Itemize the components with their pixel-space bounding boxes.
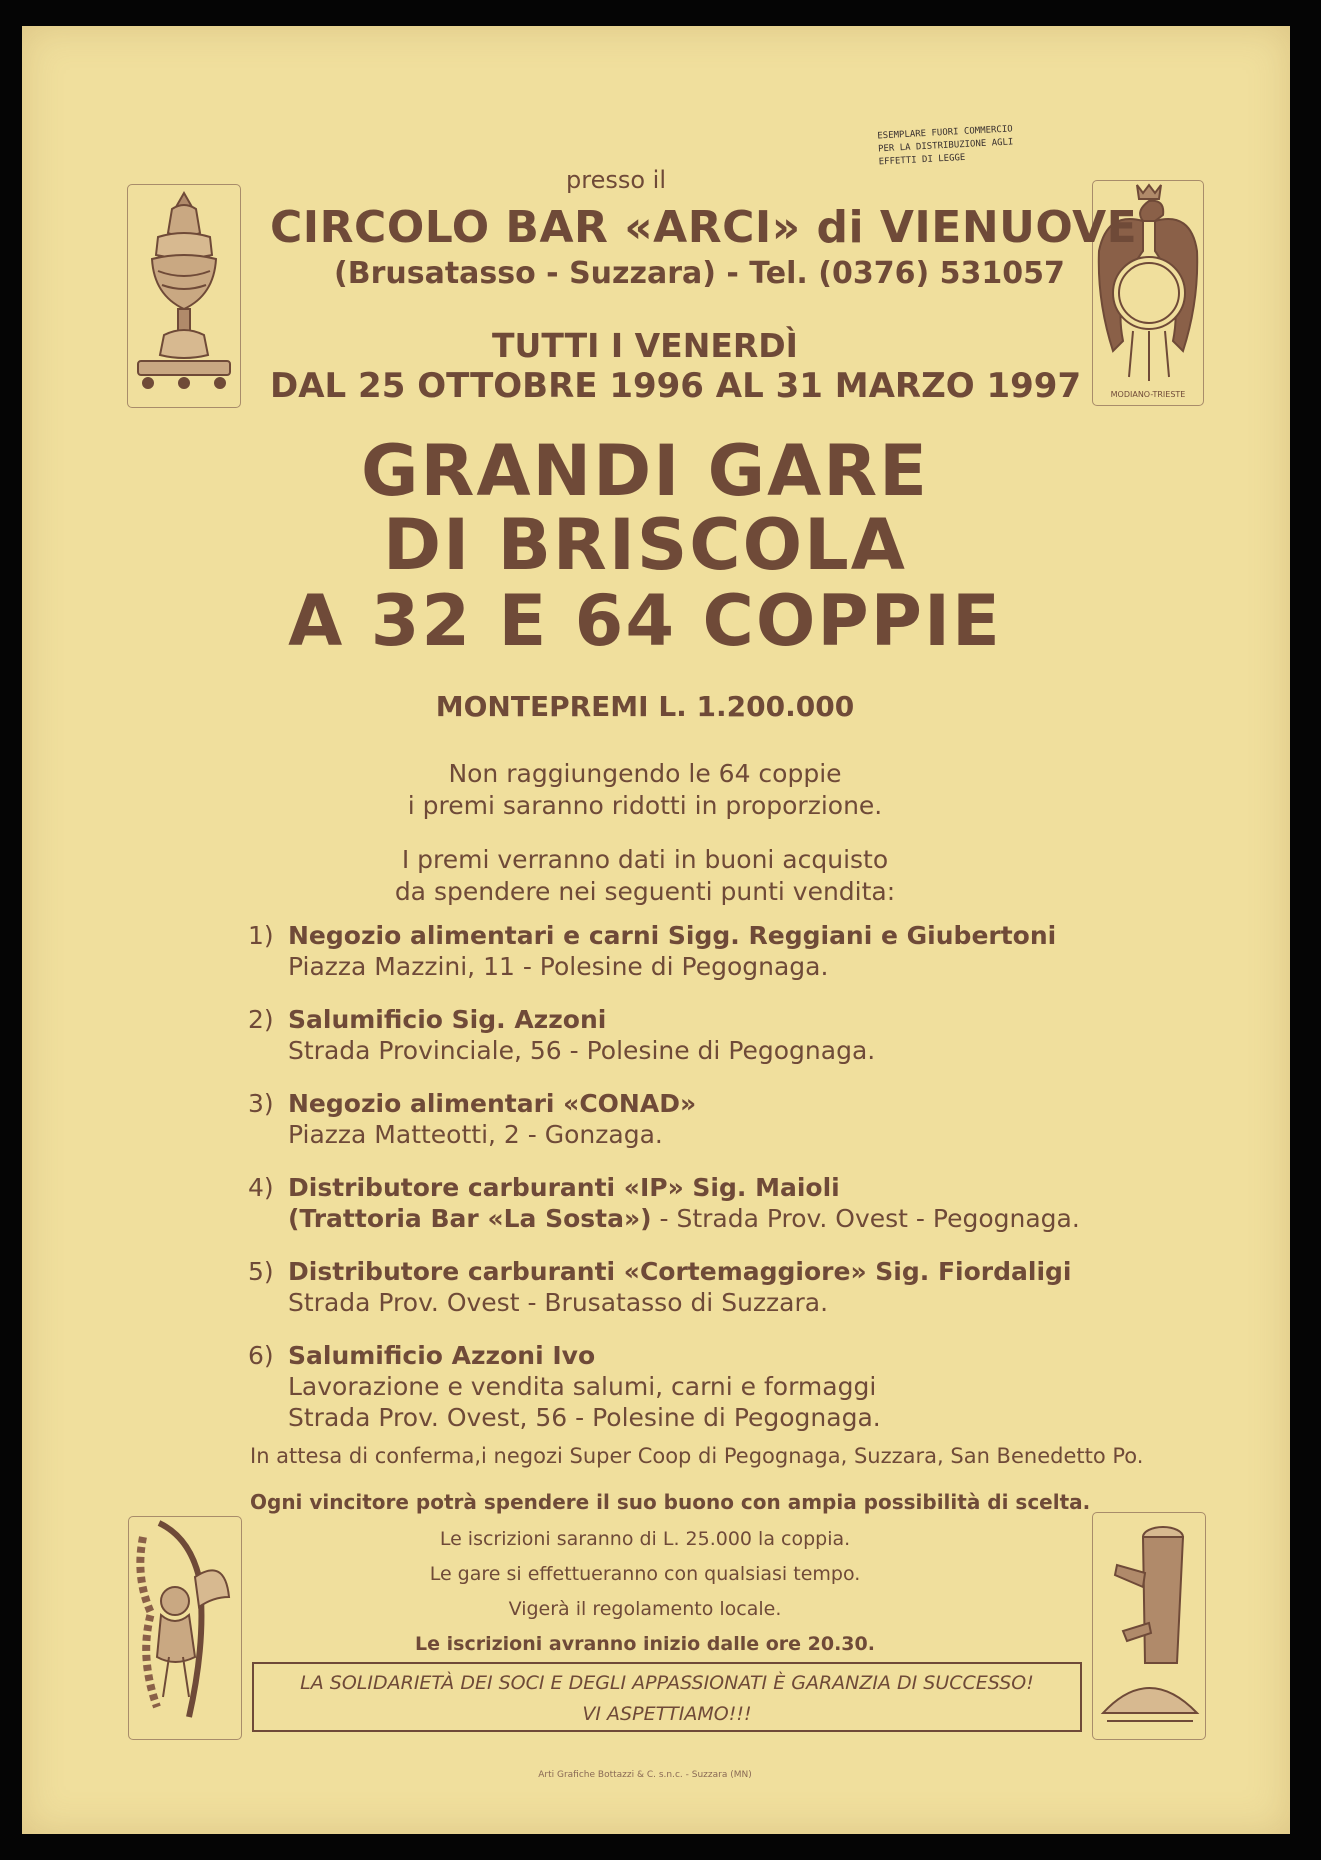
cherub-sword-icon [129, 1517, 241, 1739]
rule-line: Le gare si effettueranno con qualsiasi tempo. [429, 1563, 861, 1585]
playing-card-club [1092, 1512, 1206, 1740]
prize-pool: MONTEPREMI L. 1.200.000 [435, 690, 855, 723]
cup-icon [128, 185, 240, 407]
poster-sheet [22, 26, 1290, 1834]
title-line: DI BRISCOLA [383, 504, 907, 586]
shop-address: Piazza Matteotti, 2 - Gonzaga. [288, 1120, 663, 1149]
shop-address-venue: (Trattoria Bar «La Sosta») [288, 1204, 652, 1233]
slogan-box [252, 1662, 1082, 1732]
venue-location: (Brusatasso - Suzzara) - Tel. (0376) 531057 [334, 256, 1065, 291]
pending-note: In attesa di conferma,i negozi Super Coop di Pegognaga, Suzzara, San Benedetto Po. [250, 1444, 1144, 1468]
shop-name: Negozio alimentari «CONAD» [288, 1089, 697, 1118]
note-line: I premi verranno dati in buoni acquisto [401, 845, 889, 874]
shop-number: 4) [248, 1173, 274, 1202]
shop-list [248, 920, 1148, 1455]
stamp-line: ESEMPLARE FUORI COMMERCIO [877, 124, 1013, 142]
note-line: da spendere nei seguenti punti vendita: [394, 877, 896, 906]
shop-description: Lavorazione e vendita salumi, carni e formaggi [288, 1372, 877, 1401]
days-heading: TUTTI I VENERDÌ [492, 326, 798, 365]
shop-number: 6) [248, 1341, 274, 1370]
shop-number: 5) [248, 1257, 274, 1286]
rule-line: Le iscrizioni avranno inizio dalle ore 20.30. [415, 1633, 875, 1655]
shop-item [248, 1004, 1148, 1066]
stamp-line: PER LA DISTRIBUZIONE AGLI [877, 137, 1014, 155]
title-line: GRANDI GARE [361, 430, 929, 512]
legal-stamp [877, 122, 1049, 170]
shop-number: 1) [248, 921, 274, 950]
card-label: MODIANO-TRIESTE [1110, 390, 1186, 399]
stamp-line: EFFETTI DI LEGGE [878, 152, 966, 168]
winner-note: Ogni vincitore potrà spendere il suo buono con ampia possibilità di scelta. [250, 1490, 1091, 1514]
slogan-line: VI ASPETTIAMO!!! [582, 1703, 752, 1725]
shop-name: Negozio alimentari e carni Sigg. Reggiani e Giubertoni [288, 921, 1057, 950]
rule-line: Vigerà il regolamento locale. [508, 1598, 782, 1620]
shop-item [248, 1088, 1148, 1150]
shop-address: Piazza Mazzini, 11 - Polesine di Pegognaga. [288, 952, 829, 981]
shop-item [248, 920, 1148, 982]
shop-address: Strada Prov. Ovest - Brusatasso di Suzzara. [288, 1288, 829, 1317]
shop-name: Salumificio Sig. Azzoni [288, 1005, 607, 1034]
presso-text: presso il [566, 166, 666, 194]
shop-name: Distributore carburanti «Cortemaggiore» Sig. Fiordaligi [288, 1257, 1072, 1286]
shop-address [288, 1203, 1148, 1234]
playing-card-cup [127, 184, 241, 408]
note-reduction [0, 758, 1290, 822]
shop-address: Strada Provinciale, 56 - Polesine di Pegognaga. [288, 1036, 876, 1065]
shop-number: 2) [248, 1005, 274, 1034]
club-icon [1093, 1513, 1205, 1739]
printer-credit: Arti Grafiche Bottazzi & C. s.n.c. - Suzzara (MN) [538, 1770, 752, 1780]
note-line: Non raggiungendo le 64 coppie [448, 759, 842, 788]
shop-item [248, 1340, 1148, 1433]
title-line: A 32 E 64 COPPIE [288, 580, 1002, 662]
shop-address-street: - Strada Prov. Ovest - Pegognaga. [651, 1204, 1080, 1233]
shop-name: Salumificio Azzoni Ivo [288, 1341, 596, 1370]
slogan-line: LA SOLIDARIETÀ DEI SOCI E DEGLI APPASSIONATI È GARANZIA DI SUCCESSO! [300, 1672, 1034, 1694]
period-heading: DAL 25 OTTOBRE 1996 AL 31 MARZO 1997 [270, 366, 1082, 406]
shop-address: Strada Prov. Ovest, 56 - Polesine di Pegognaga. [288, 1403, 881, 1432]
venue-name: CIRCOLO BAR «ARCI» di VIENUOVE [270, 202, 1138, 253]
note-line: i premi saranno ridotti in proporzione. [407, 791, 883, 820]
shop-name: Distributore carburanti «IP» Sig. Maioli [288, 1173, 840, 1202]
rule-line: Le iscrizioni saranno di L. 25.000 la coppia. [439, 1528, 851, 1550]
note-vouchers [0, 844, 1290, 908]
playing-card-cherub [128, 1516, 242, 1740]
shop-item [248, 1256, 1148, 1318]
shop-number: 3) [248, 1089, 274, 1118]
shop-item [248, 1172, 1148, 1234]
